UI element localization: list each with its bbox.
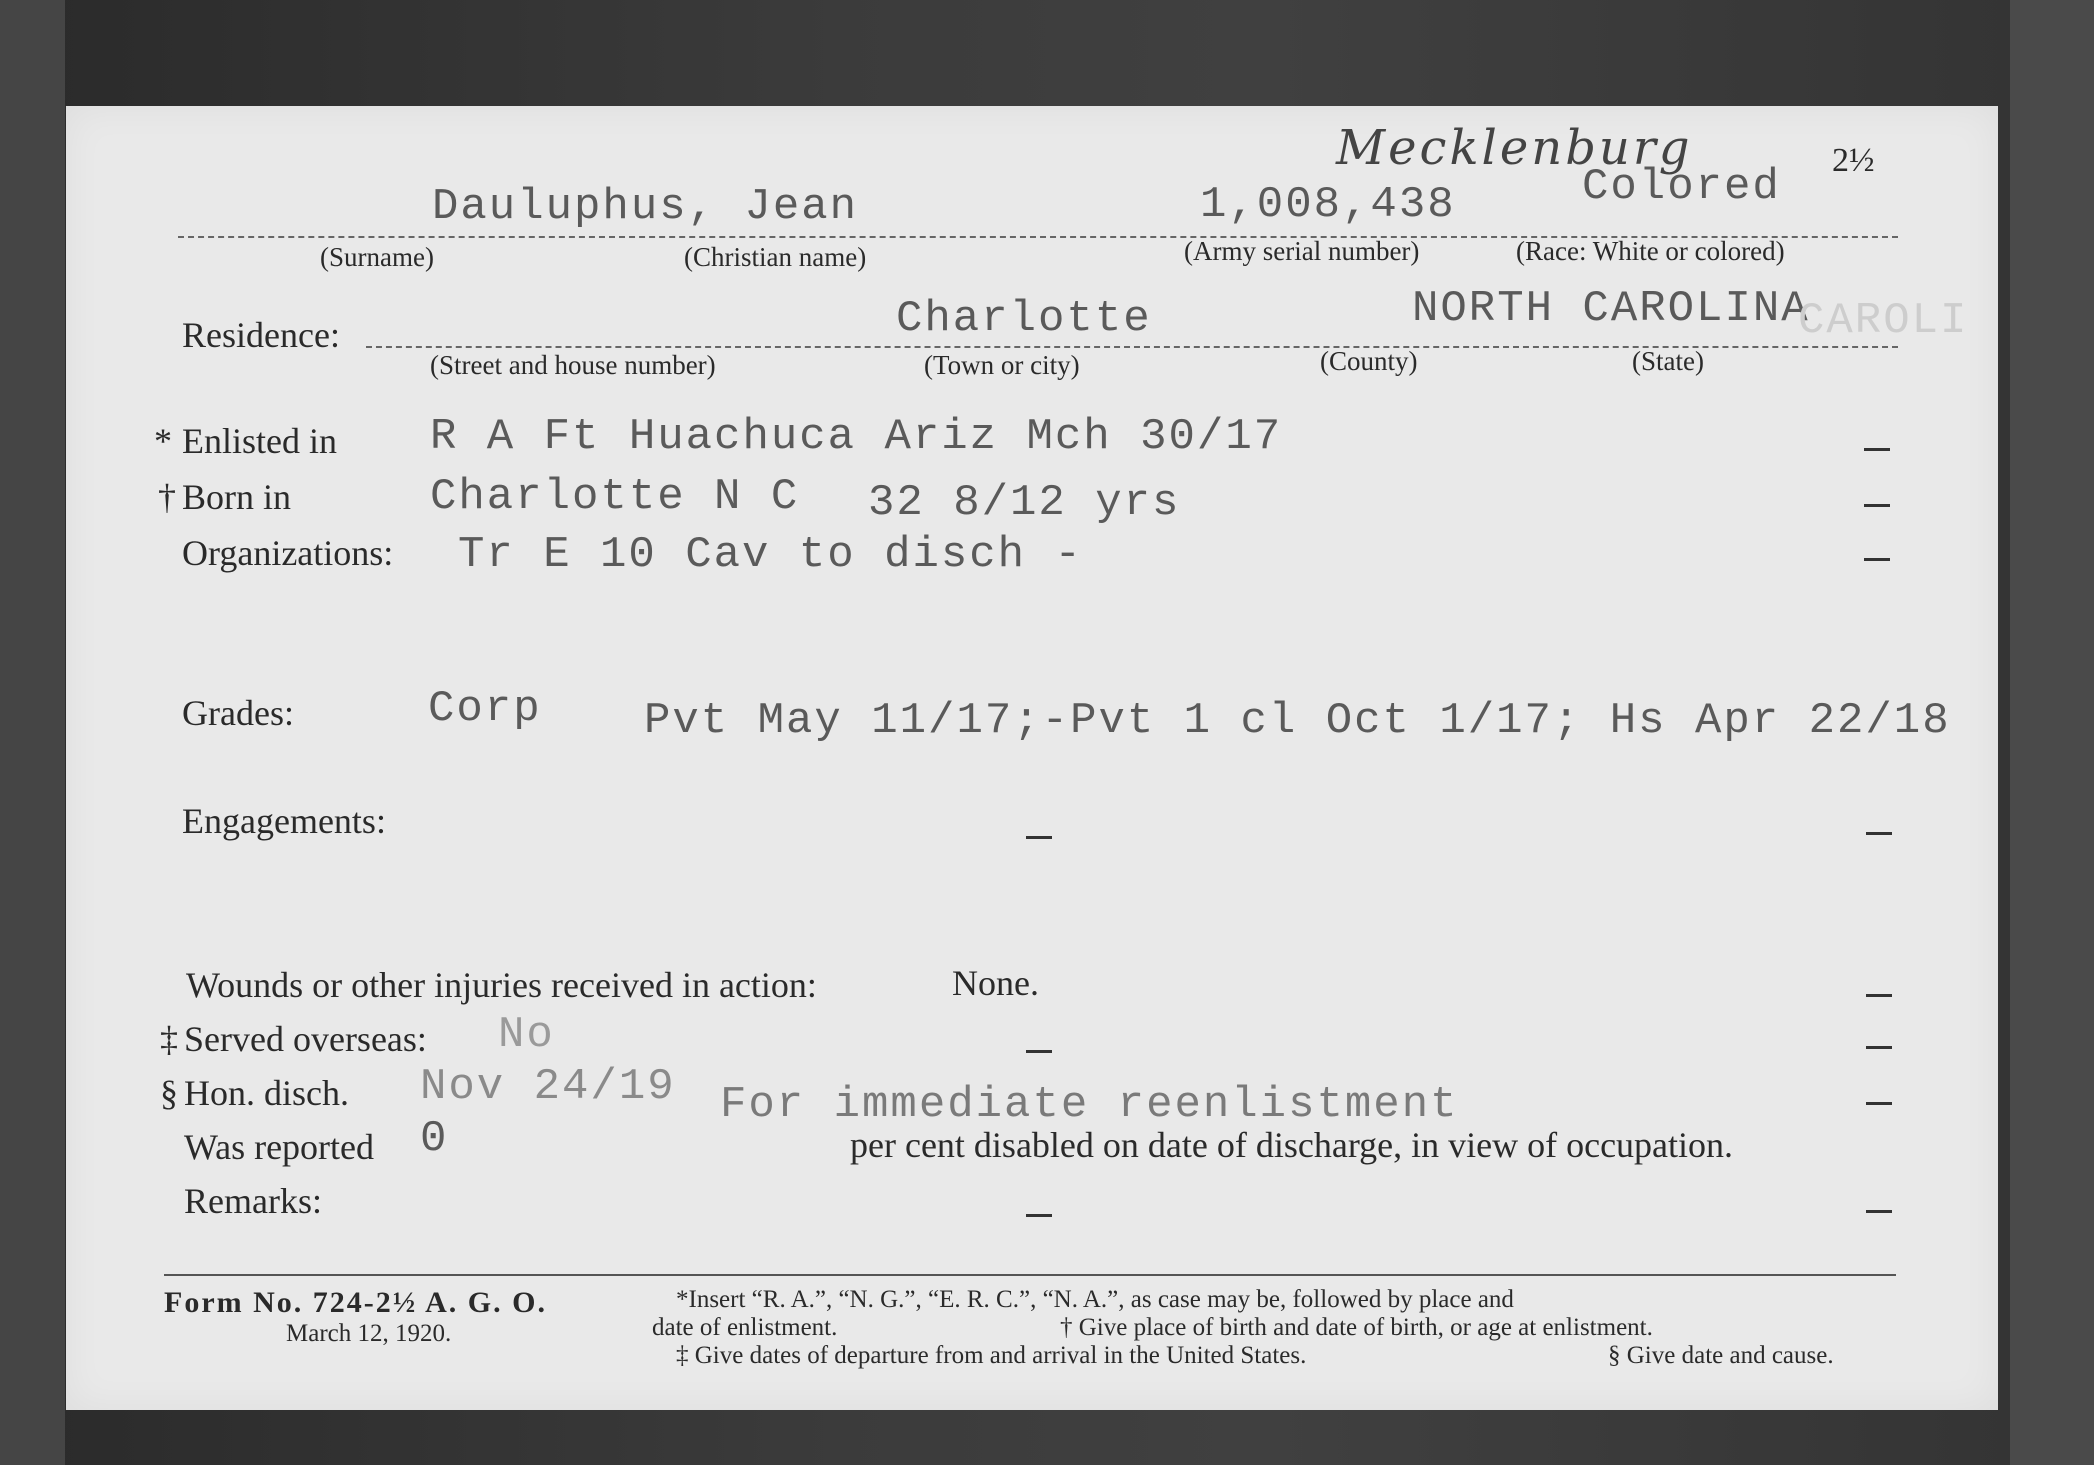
- reported-value: 0: [420, 1114, 449, 1164]
- engagements-dash: [1866, 832, 1892, 835]
- born-dash: [1864, 504, 1890, 507]
- record-card: [66, 106, 1998, 1410]
- grades-value-2: Pvt May 11/17;-Pvt 1 cl Oct 1/17; Hs Apr 22/18: [644, 696, 1951, 746]
- hon-disch-label: Hon. disch.: [184, 1073, 349, 1113]
- form-date: March 12, 1920.: [286, 1320, 452, 1347]
- organizations-value: Tr E 10 Cav to disch -: [458, 530, 1083, 580]
- hon-disch-cause: For immediate reenlistment: [720, 1080, 1459, 1130]
- corner-number: 2½: [1832, 142, 1875, 179]
- born-age-value: 32 8/12 yrs: [868, 478, 1181, 528]
- remarks-dash-mid: [1026, 1214, 1052, 1217]
- footer-rule: [164, 1274, 1896, 1276]
- surname-caption: (Surname): [320, 242, 434, 272]
- enlisted-label: Enlisted in: [182, 421, 337, 461]
- footnote-discharge: § Give date and cause.: [1608, 1342, 1834, 1369]
- form-number: Form No. 724-2½ A. G. O.: [164, 1286, 547, 1319]
- surname-value: Dauluphus, Jean: [432, 182, 859, 232]
- county-caption: (County): [1320, 346, 1418, 376]
- footnote-insert: *Insert “R. A.”, “N. G.”, “E. R. C.”, “N. A.”, as case may be, followed by place and: [676, 1286, 1514, 1313]
- street-caption: (Street and house number): [430, 350, 716, 380]
- engagements-dash-mid: [1026, 836, 1052, 839]
- residence-town-value: Charlotte: [896, 294, 1152, 344]
- residence-state-value: NORTH CAROLINA: [1412, 284, 1810, 334]
- footnote-insert-cont: date of enlistment.: [652, 1314, 838, 1341]
- remarks-label: Remarks:: [184, 1181, 322, 1221]
- serial-number-value: 1,008,438: [1200, 180, 1456, 230]
- grades-value-1: Corp: [428, 684, 542, 734]
- hon-disch-dash: [1866, 1102, 1892, 1105]
- reported-suffix: per cent disabled on date of discharge, in view of occupation.: [850, 1125, 1734, 1165]
- overseas-dash: [1866, 1046, 1892, 1049]
- county-handwritten: Mecklenburg: [1336, 120, 1693, 176]
- town-caption: (Town or city): [924, 350, 1080, 380]
- hon-disch-mark: §: [160, 1073, 178, 1113]
- christian-name-caption: (Christian name): [684, 242, 867, 272]
- residence-label: Residence:: [182, 315, 340, 355]
- enlisted-dash: [1864, 448, 1890, 451]
- born-place-value: Charlotte N C: [430, 472, 800, 522]
- overseas-label: Served overseas:: [184, 1019, 427, 1059]
- wounds-value: None.: [952, 963, 1039, 1003]
- overseas-dash-mid: [1026, 1050, 1052, 1053]
- race-caption: (Race: White or colored): [1516, 236, 1785, 266]
- organizations-dash: [1864, 558, 1890, 561]
- overseas-value: No: [498, 1010, 555, 1060]
- race-value: Colored: [1582, 162, 1781, 212]
- wounds-label: Wounds or other injuries received in action:: [186, 965, 817, 1005]
- serial-caption: (Army serial number): [1184, 236, 1420, 266]
- background-right-edge: [2010, 0, 2094, 1465]
- overseas-mark: ‡: [160, 1019, 178, 1059]
- background-left-edge: [0, 0, 65, 1465]
- enlisted-value: R A Ft Huachuca Ariz Mch 30/17: [430, 412, 1283, 462]
- state-caption: (State): [1632, 346, 1704, 376]
- wounds-dash: [1866, 994, 1892, 997]
- footnote-birth: † Give place of birth and date of birth, or age at enlistment.: [1060, 1314, 1653, 1341]
- grades-label: Grades:: [182, 693, 294, 733]
- born-mark: †: [158, 477, 176, 517]
- residence-state-overtype: CAROLI: [1798, 296, 1969, 346]
- hon-disch-value: Nov 24/19: [420, 1062, 676, 1112]
- footnote-overseas: ‡ Give dates of departure from and arrival in the United States.: [676, 1342, 1307, 1369]
- engagements-label: Engagements:: [182, 801, 386, 841]
- enlisted-mark: *: [154, 421, 172, 461]
- born-label: Born in: [182, 477, 292, 517]
- organizations-label: Organizations:: [182, 533, 394, 573]
- reported-label: Was reported: [184, 1127, 375, 1167]
- remarks-dash: [1866, 1210, 1892, 1213]
